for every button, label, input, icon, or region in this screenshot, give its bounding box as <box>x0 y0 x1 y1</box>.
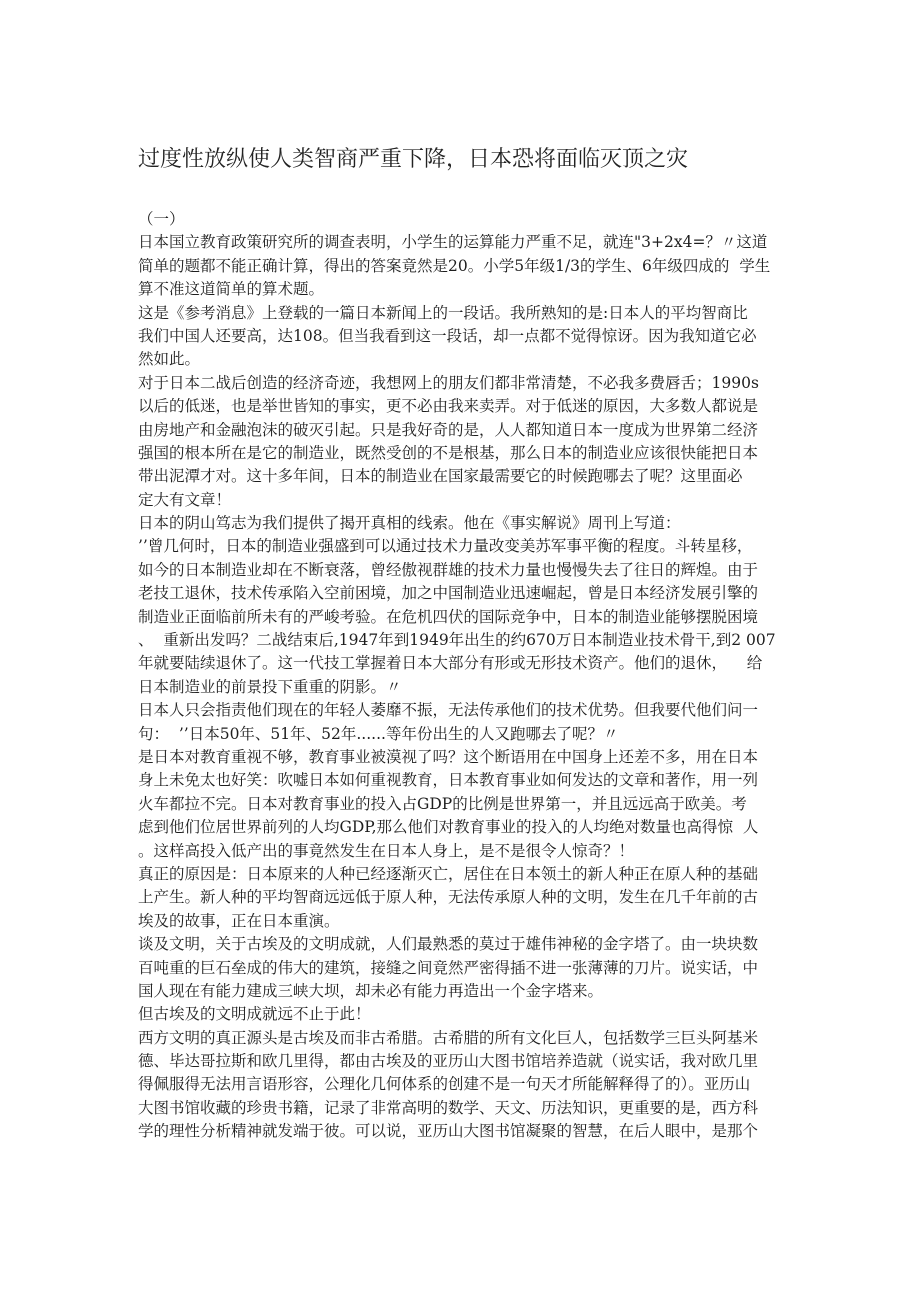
text-line: 火车都拉不完。日本对教育事业的投入占GDP的比例是世界第一，并且远远高于欧美。考 <box>138 794 747 813</box>
text-line: 身上未免太也好笑：吹嘘日本如何重视教育，日本教育事业如何发达的文章和著作，用一列 <box>138 771 759 790</box>
text-line: 是日本对教育重视不够，教育事业被漠视了吗？这个断语用在中国身上还差不多，用在日本 <box>138 747 759 766</box>
document-title: 过度性放纵使人类智商严重下降，日本恐将面临灭顶之灾 <box>138 147 689 172</box>
text-line: 。这样高投入低产出的事竟然发生在日本人身上，是不是很令人惊奇？！ <box>138 841 635 860</box>
text-line: 上产生。新人种的平均智商远远低于原人种，无法传承原人种的文明，发生在几千年前的古 <box>138 888 759 907</box>
text-line: 学的理性分析精神就发端于彼。可以说，亚历山大图书馆凝聚的智慧，在后人眼中，是那个 <box>138 1122 759 1141</box>
text-line: 德、毕达哥拉斯和欧几里得，都由古埃及的亚历山大图书馆培养造就（说实话，我对欧几里 <box>138 1052 759 1071</box>
text-line: 国人现在有能力建成三峡大坝，却未必有能力再造出一个金字塔来。 <box>138 981 604 1000</box>
text-line: 日本人只会指责他们现在的年轻人萎靡不振，无法传承他们的技术优势。但我要代他们问一 <box>138 701 759 720</box>
document-body <box>138 208 798 1144</box>
text-line: 日本的阴山笃志为我们提供了揭开真相的线索。他在《事实解说》周刊上写道： <box>138 514 681 533</box>
text-line: 但古埃及的文明成就远不止于此！ <box>138 1005 371 1024</box>
text-line: 虑到他们位居世界前列的人均GDP,那么他们对教育事业的投入的人均绝对数量也高得惊 人 <box>138 818 759 837</box>
text-line: 老技工退休，技术传承陷入空前困境，加之中国制造业迅速崛起，曾是日本经济发展引擎的 <box>138 584 759 603</box>
text-line: 、 重新出发吗？二战结束后,1947年到1949年出生的约670万日本制造业技术骨干,到2 007 <box>138 631 776 650</box>
text-line: 谈及文明，关于古埃及的文明成就，人们最熟悉的莫过于雄伟神秘的金字塔了。由一块块数 <box>138 935 759 954</box>
text-line: 我们中国人还要高，达108。但当我看到这一段话，却一点都不觉得惊讶。因为我知道它必 <box>138 326 757 345</box>
text-line: 大图书馆收藏的珍贵书籍，记录了非常高明的数学、天文、历法知识，更重要的是，西方科 <box>138 1098 759 1117</box>
text-line: 然如此。 <box>138 350 201 369</box>
text-line: ’’曾几何时，日本的制造业强盛到可以通过技术力量改变美苏军事平衡的程度。斗转星移， <box>138 537 753 556</box>
text-line: 带出泥潭才对。这十多年间，日本的制造业在国家最需要它的时候跑哪去了呢？这里面必 <box>138 467 743 486</box>
text-line: 真正的原因是：日本原来的人种已经逐渐灭亡，居住在日本领土的新人种正在原人种的基础 <box>138 864 759 883</box>
text-line: 由房地产和金融泡沫的破灭引起。只是我好奇的是，人人都知道日本一度成为世界第二经济 <box>138 420 759 439</box>
text-line: 句： ’’日本50年、51年、52年......等年份出生的人又跑哪去了呢？〃 <box>138 724 619 743</box>
text-line: 如今的日本制造业却在不断衰落，曾经傲视群雄的技术力量也慢慢失去了往日的辉煌。由于 <box>138 560 759 579</box>
text-line: 对于日本二战后创造的经济奇迹，我想网上的朋友们都非常清楚，不必我多费唇舌；1990s <box>138 373 759 392</box>
text-line: 简单的题都不能正确计算，得出的答案竟然是20。小学5年级1/3的学生、6年级四成的 学生 <box>138 256 771 275</box>
text-line: 算不准这道简单的算术题。 <box>138 280 325 299</box>
text-line: （一） <box>138 210 185 228</box>
text-line: 制造业正面临前所未有的严峻考验。在危机四伏的国际竞争中，日本的制造业能够摆脱困境 <box>138 607 759 626</box>
text-line: 强国的根本所在是它的制造业，既然受创的不是根基，那么日本的制造业应该很快能把日本 <box>138 443 759 462</box>
text-line: 西方文明的真正源头是古埃及而非古希腊。古希腊的所有文化巨人，包括数学三巨头阿基米 <box>138 1028 759 1047</box>
text-line: 百吨重的巨石垒成的伟大的建筑，接缝之间竟然严密得插不进一张薄薄的刀片。说实话，中 <box>138 958 759 977</box>
text-line: 定大有文章！ <box>138 490 232 509</box>
text-line: 年就要陆续退休了。这一代技工掌握着日本大部分有形或无形技术资产。他们的退休， 给 <box>138 654 763 673</box>
text-line: 得佩服得无法用言语形容，公理化几何体系的创建不是一句天才所能解释得了的）。亚历山 <box>138 1075 751 1094</box>
text-line: 埃及的故事，正在日本重演。 <box>138 911 340 930</box>
text-line: 日本国立教育政策研究所的调查表明，小学生的运算能力严重不足，就连"3+2x4=？〃这道 <box>138 233 768 252</box>
text-line: 这是《参考消息》上登载的一篇日本新闻上的一段话。我所熟知的是:日本人的平均智商比 <box>138 303 748 322</box>
text-line: 日本制造业的前景投下重重的阴影。〃 <box>138 677 402 696</box>
text-line: 以后的低迷，也是举世皆知的事实，更不必由我来卖弄。对于低迷的原因，大多数人都说是 <box>138 397 759 416</box>
